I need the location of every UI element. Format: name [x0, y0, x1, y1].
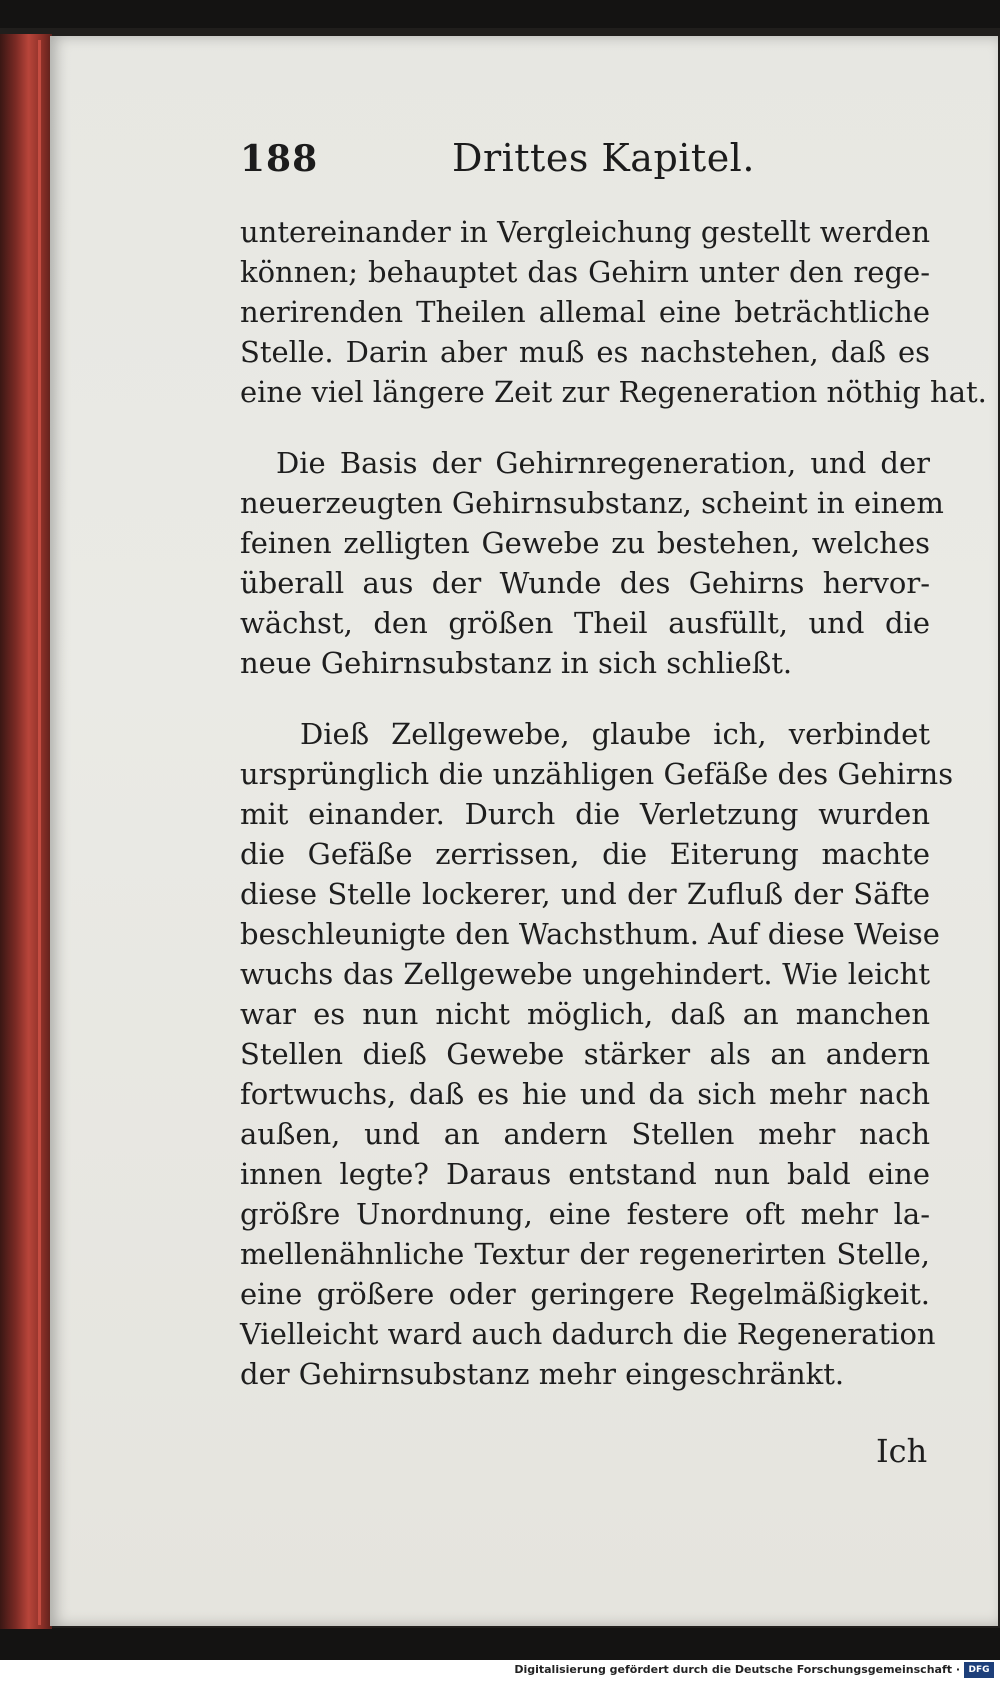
text-line: ursprünglich die unzähligen Gefäße des Gehirns — [240, 757, 954, 791]
text-line: außen, und an andern Stellen mehr nach — [240, 1117, 930, 1151]
text-line: nerirenden Theilen allemal eine beträchtliche — [240, 295, 930, 329]
text-line: innen legte? Daraus entstand nun bald eine — [240, 1157, 930, 1191]
catchword: Ich — [876, 1432, 928, 1470]
dfg-logo-icon: DFG — [964, 1662, 994, 1678]
text-line: wuchs das Zellgewebe ungehindert. Wie leicht — [240, 957, 930, 991]
text-line: eine viel längere Zeit zur Regeneration nöthig hat. — [240, 375, 987, 409]
text-line: neuerzeugten Gehirnsubstanz, scheint in einem — [240, 486, 944, 520]
text-line: wächst, den größen Theil ausfüllt, und die — [240, 606, 930, 640]
text-line: mellenähnliche Textur der regenerirten Stelle, — [240, 1237, 930, 1271]
text-line: Stellen dieß Gewebe stärker als an andern — [240, 1037, 930, 1071]
text-line: feinen zelligten Gewebe zu bestehen, welches — [240, 526, 930, 560]
text-line: Dieß Zellgewebe, glaube ich, verbindet — [300, 717, 930, 751]
text-line: untereinander in Vergleichung gestellt werden — [240, 215, 930, 249]
running-head: Drittes Kapitel. — [452, 136, 755, 180]
text-line: größre Unordnung, eine festere oft mehr la- — [240, 1197, 930, 1231]
text-line: Die Basis der Gehirnregeneration, und der — [276, 446, 930, 480]
footer-credit: Digitalisierung gefördert durch die Deutsche Forschungsgemeinschaft · — [514, 1663, 960, 1676]
paragraph — [240, 714, 954, 1394]
text-line: fortwuchs, daß es hie und da sich mehr nach — [240, 1077, 930, 1111]
text-line: neue Gehirnsubstanz in sich schließt. — [240, 646, 793, 680]
paragraph — [240, 212, 987, 412]
text-line: überall aus der Wunde des Gehirns hervor- — [240, 566, 930, 600]
text-line: beschleunigte den Wachsthum. Auf diese Weise — [240, 917, 940, 951]
text-line: Vielleicht ward auch dadurch die Regeneration — [240, 1317, 936, 1351]
text-line: diese Stelle lockerer, und der Zufluß der Säfte — [240, 877, 930, 911]
text-block — [240, 212, 987, 1394]
book-edge-line — [38, 40, 41, 1625]
text-line: war es nun nicht möglich, daß an manchen — [240, 997, 930, 1031]
page-header — [240, 138, 930, 188]
book-edge — [0, 34, 52, 1629]
paragraph — [240, 443, 944, 683]
text-line: eine größere oder geringere Regelmäßigkeit. — [240, 1277, 930, 1311]
text-line: können; behauptet das Gehirn unter den rege- — [240, 255, 930, 289]
page-number: 188 — [240, 138, 319, 180]
text-line: die Gefäße zerrissen, die Eiterung machte — [240, 837, 930, 871]
text-line: Stelle. Darin aber muß es nachstehen, daß es — [240, 335, 930, 369]
text-line: der Gehirnsubstanz mehr eingeschränkt. — [240, 1357, 845, 1391]
text-line: mit einander. Durch die Verletzung wurden — [240, 797, 930, 831]
